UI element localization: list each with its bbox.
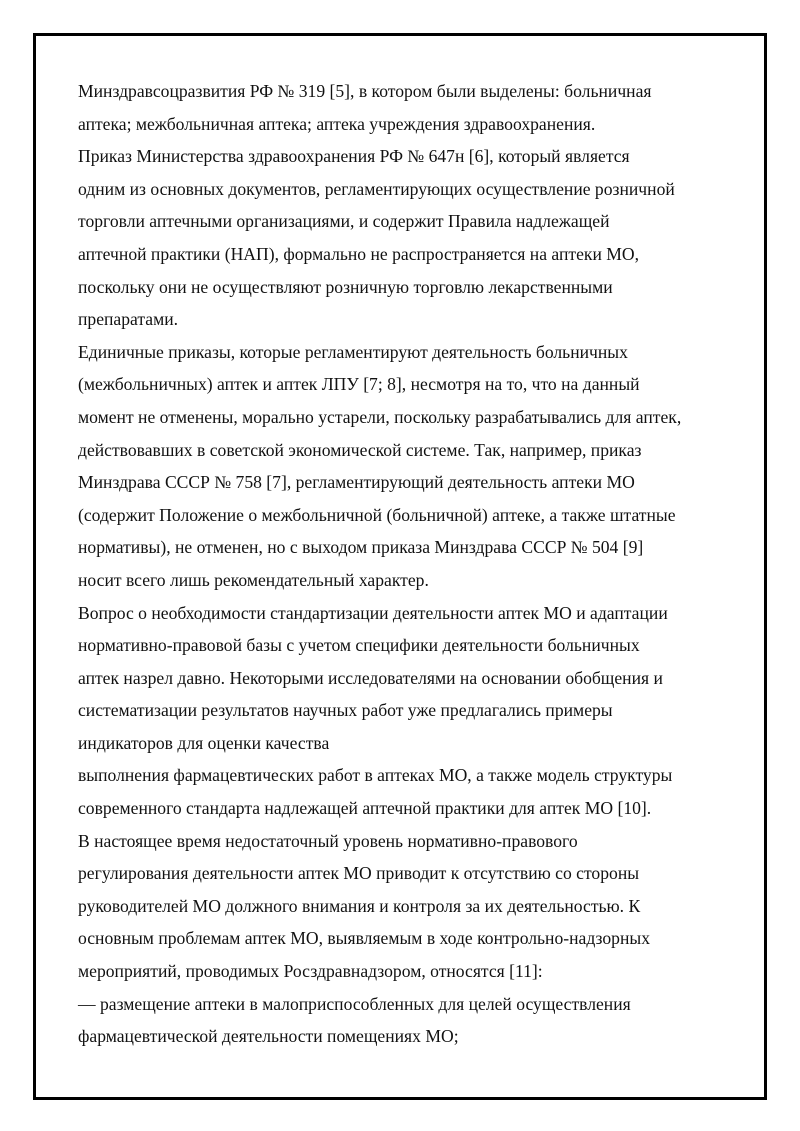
- text-line: Приказ Министерства здравоохранения РФ № 647н [6], который является: [78, 146, 630, 167]
- text-line: современного стандарта надлежащей аптечной практики для аптек МО [10].: [78, 798, 652, 819]
- text-line: фармацевтической деятельности помещениях МО;: [78, 1026, 459, 1047]
- text-line: регулирования деятельности аптек МО приводит к отсутствию со стороны: [78, 863, 640, 884]
- text-line: поскольку они не осуществляют розничную торговлю лекарственными: [78, 276, 613, 297]
- text-line: нормативно-правовой базы с учетом специфики деятельности больничных: [78, 635, 640, 656]
- text-line: — размещение аптеки в малоприспособленных для целей осуществления: [78, 993, 631, 1014]
- text-line: одним из основных документов, регламентирующих осуществление розничной: [78, 178, 675, 199]
- text-line: Вопрос о необходимости стандартизации деятельности аптек МО и адаптации: [78, 602, 668, 623]
- text-line: аптека; межбольничная аптека; аптека учреждения здравоохранения.: [78, 113, 596, 134]
- text-line: Единичные приказы, которые регламентируют деятельность больничных: [78, 341, 628, 362]
- text-line: аптечной практики (НАП), формально не распространяется на аптеки МО,: [78, 243, 640, 264]
- text-line: действовавших в советской экономической системе. Так, например, приказ: [78, 439, 642, 460]
- text-line: выполнения фармацевтических работ в аптеках МО, а также модель структуры: [78, 765, 673, 786]
- text-line: Минздравсоцразвития РФ № 319 [5], в котором были выделены: больничная: [78, 81, 652, 101]
- text-line: руководителей МО должного внимания и контроля за их деятельностью. К: [78, 895, 641, 916]
- text-line: (содержит Положение о межбольничной (больничной) аптеке, а также штатные: [78, 504, 676, 525]
- text-line: торговли аптечными организациями, и содержит Правила надлежащей: [78, 211, 610, 232]
- text-line: нормативы), не отменен, но с выходом приказа Минздрава СССР № 504 [9]: [78, 537, 644, 558]
- text-line: носит всего лишь рекомендательный характер.: [78, 569, 429, 590]
- text-line: систематизации результатов научных работ уже предлагались примеры: [78, 700, 613, 721]
- text-line: момент не отменены, морально устарели, поскольку разрабатывались для аптек,: [78, 406, 682, 427]
- text-line: Минздрава СССР № 758 [7], регламентирующий деятельность аптеки МО: [78, 472, 635, 493]
- text-line: мероприятий, проводимых Росздравнадзором, относятся [11]:: [78, 961, 543, 982]
- page-border: [33, 33, 767, 1100]
- text-line: (межбольничных) аптек и аптек ЛПУ [7; 8], несмотря на то, что на данный: [78, 374, 640, 395]
- document-body: [78, 75, 738, 1053]
- text-line: препаратами.: [78, 309, 179, 330]
- text-line: основным проблемам аптек МО, выявляемым в ходе контрольно-надзорных: [78, 928, 650, 949]
- text-line: аптек назрел давно. Некоторыми исследователями на основании обобщения и: [78, 667, 663, 688]
- text-line: В настоящее время недостаточный уровень нормативно-правового: [78, 830, 578, 851]
- text-line: индикаторов для оценки качества: [78, 732, 330, 753]
